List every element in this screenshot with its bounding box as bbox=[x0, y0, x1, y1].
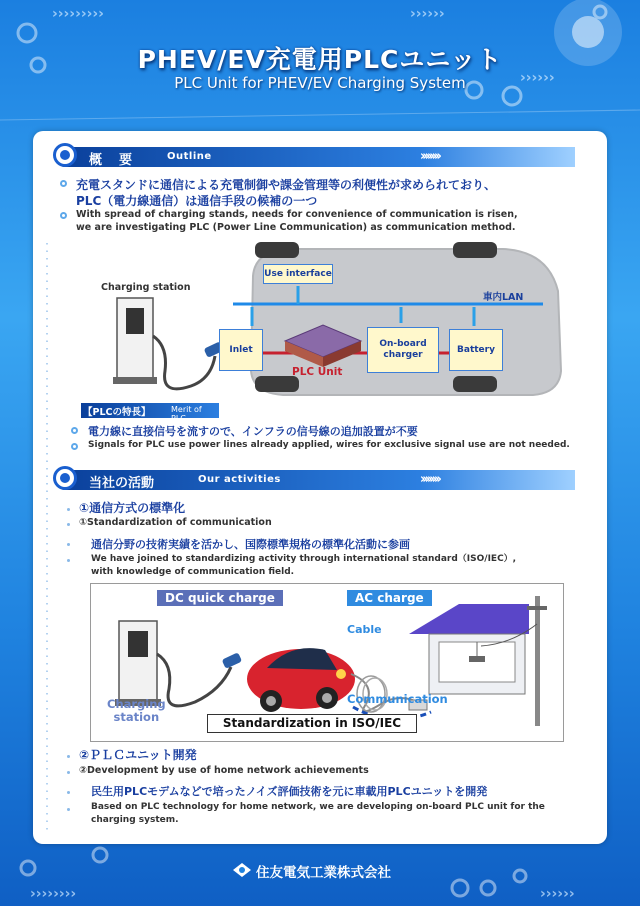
merit-tag-en: Merit of PLC bbox=[171, 405, 202, 423]
activities-heading-en: Our activities bbox=[198, 474, 281, 485]
onboard-charger-line1: On-board bbox=[379, 339, 427, 349]
item1-en: ①Standardization of communication bbox=[79, 517, 272, 528]
chevrons-icon: ›››››››› bbox=[420, 149, 439, 164]
outline-heading-jp: 概 要 bbox=[89, 153, 135, 168]
charging-station-line2: station bbox=[113, 710, 160, 724]
outline-heading-en: Outline bbox=[167, 151, 212, 162]
onboard-charger-box bbox=[367, 327, 439, 373]
outline-line2-jp: PLC（電力線通信）は通信手段の候補の一つ bbox=[76, 194, 318, 208]
bullet-icon bbox=[71, 443, 78, 450]
content-panel bbox=[33, 131, 607, 844]
item2-en: ②Development by use of home network achievements bbox=[79, 765, 369, 776]
charging-station-label-2 bbox=[107, 698, 166, 724]
page-subtitle: PLC Unit for PHEV/EV Charging System bbox=[174, 74, 466, 92]
ring-bullet-icon bbox=[53, 466, 77, 490]
svg-text:››››››: ›››››› bbox=[410, 6, 445, 22]
company-logo-icon bbox=[232, 862, 252, 878]
lan-label: 車内LAN bbox=[483, 292, 524, 303]
merit-text-en: Signals for PLC use power lines already applied, wires for exclusive signal use are not needed. bbox=[88, 440, 570, 450]
svg-text:››››››: ›››››› bbox=[520, 70, 555, 86]
outline-line1-en: With spread of charging stands, needs for convenience of communication is risen, bbox=[76, 209, 518, 220]
item2-desc-en1: Based on PLC technology for home network, we are developing on-board PLC unit for the bbox=[91, 802, 545, 812]
merit-tag bbox=[81, 403, 219, 423]
company-footer bbox=[222, 860, 422, 880]
inlet-box: Inlet bbox=[219, 329, 263, 371]
standardization-label: Standardization in ISO/IEC bbox=[207, 714, 417, 733]
cable-label: Cable bbox=[347, 623, 382, 636]
item2-desc-en2: charging system. bbox=[91, 815, 179, 825]
svg-text:›››››››››: ››››››››› bbox=[52, 6, 104, 22]
communication-label: Communication bbox=[347, 692, 448, 706]
charging-station-line1: Charging bbox=[107, 697, 166, 711]
bullet-icon bbox=[67, 791, 70, 794]
merit-text-jp: 電力線に直接信号を流すので、インフラの信号線の追加設置が不要 bbox=[88, 425, 418, 438]
bullet-icon bbox=[67, 559, 70, 562]
bullet-icon bbox=[67, 771, 70, 774]
merit-tag-jp: 【PLCの特長】 bbox=[83, 407, 151, 418]
svg-text:››››››: ›››››› bbox=[540, 886, 575, 902]
dc-quick-charge-tag: DC quick charge bbox=[157, 590, 283, 606]
activities-heading-jp: 当社の活動 bbox=[89, 476, 155, 491]
bullet-icon bbox=[67, 808, 70, 811]
activities-section-header bbox=[55, 470, 575, 490]
chevrons-icon: ›››››››› bbox=[420, 472, 439, 487]
charging-station-label: Charging station bbox=[101, 282, 191, 293]
item1-desc-en2: with knowledge of communication field. bbox=[91, 567, 295, 577]
ac-charge-tag: AC charge bbox=[347, 590, 432, 606]
bullet-icon bbox=[67, 543, 70, 546]
battery-box: Battery bbox=[449, 329, 503, 371]
outline-line1-jp: 充電スタンドに通信による充電制御や課金管理等の利便性が求められており、 bbox=[76, 178, 497, 192]
outline-line2-en: we are investigating PLC (Power Line Communication) as communication method. bbox=[76, 222, 516, 233]
item2-desc-jp: 民生用PLCモデムなどで培ったノイズ評価技術を元に車載用PLCユニットを開発 bbox=[91, 785, 488, 798]
use-interface-box: Use interface bbox=[263, 264, 333, 284]
item1-jp: ①通信方式の標準化 bbox=[79, 501, 186, 515]
onboard-charger-line2: charger bbox=[383, 350, 423, 360]
plc-unit-label: PLC Unit bbox=[292, 366, 343, 378]
standardization-diagram bbox=[90, 583, 564, 742]
company-name: 住友電気工業株式会社 bbox=[256, 865, 391, 881]
item1-desc-jp: 通信分野の技術実績を活かし、国際標準規格の標準化活動に参画 bbox=[91, 538, 410, 551]
bullet-icon bbox=[67, 508, 70, 511]
svg-text:››››››››: ›››››››› bbox=[30, 886, 77, 902]
bullet-icon bbox=[71, 427, 78, 434]
bullet-icon bbox=[67, 523, 70, 526]
item1-desc-en1: We have joined to standardizing activity through international standard（ISO/IEC）, bbox=[91, 554, 517, 564]
bullet-icon bbox=[67, 755, 70, 758]
page-title: PHEV/EV充電用PLCユニット bbox=[137, 45, 503, 74]
item2-jp: ②ＰＬＣユニット開発 bbox=[79, 748, 197, 762]
